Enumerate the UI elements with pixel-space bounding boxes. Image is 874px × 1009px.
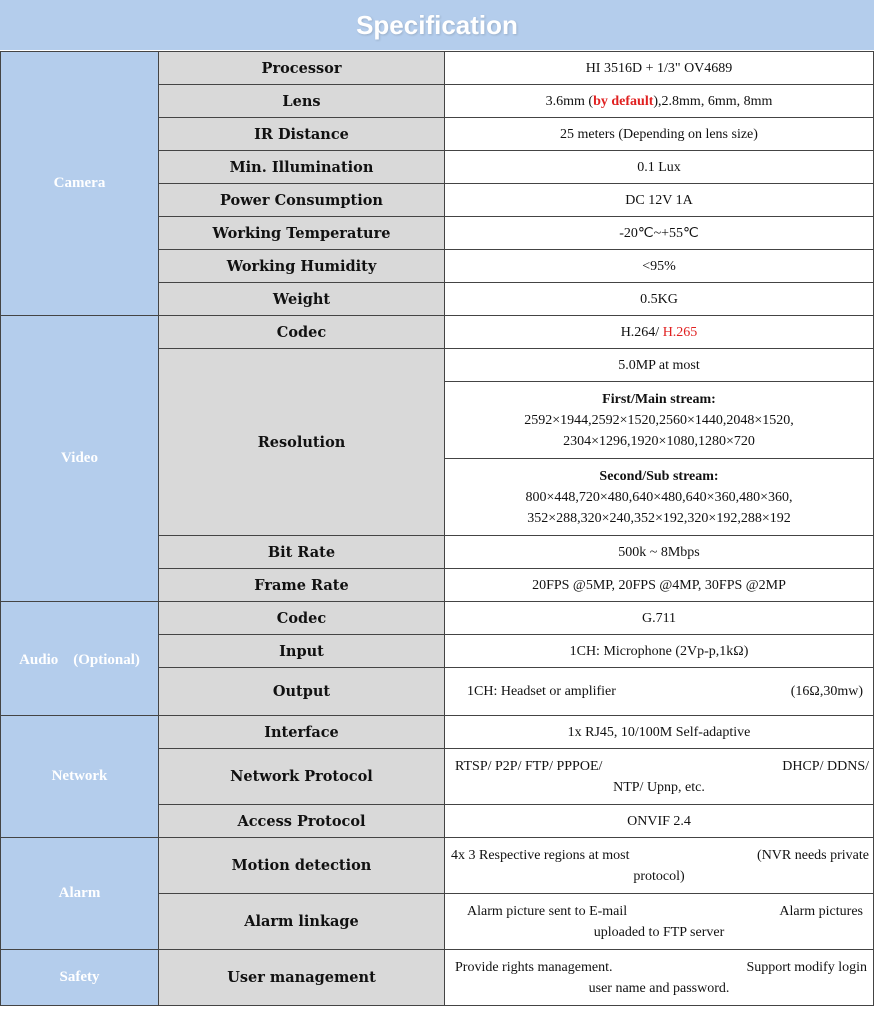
value-line: uploaded to FTP server [593,924,725,940]
table-row [1,602,874,635]
param-value: 1CH: Microphone (2Vp-p,1kΩ) [445,635,874,668]
main-stream-title: First/Main stream: [602,391,716,407]
param-value: 5.0MP at most [445,349,874,382]
value-line [449,901,869,922]
specification-table [0,51,874,1006]
param-value: 25 meters (Depending on lens size) [445,118,874,151]
param-label: Resolution [159,349,445,536]
param-label: Bit Rate [159,536,445,569]
param-label: Working Temperature [159,217,445,250]
value-line [449,681,869,702]
value-text: H.264/ [620,324,663,340]
value-line: NTP/ Upnp, etc. [613,779,705,795]
param-value [445,382,874,459]
param-value: 0.5KG [445,283,874,316]
value-line: user name and password. [588,980,730,996]
param-value [445,749,874,805]
table-row [1,838,874,894]
table-row [1,716,874,749]
param-value [445,668,874,716]
param-label: Codec [159,316,445,349]
category-safety: Safety [1,950,159,1006]
table-row [1,950,874,1006]
param-label: Frame Rate [159,569,445,602]
param-value [445,459,874,536]
param-label: Access Protocol [159,805,445,838]
param-value: 1x RJ45, 10/100M Self-adaptive [445,716,874,749]
param-label: Weight [159,283,445,316]
value-text: (NVR needs private [757,847,869,863]
param-value: 500k ~ 8Mbps [445,536,874,569]
value-text: Alarm pictures [779,903,863,919]
param-label: User management [159,950,445,1006]
param-value [445,838,874,894]
category-camera: Camera [1,52,159,316]
param-label: IR Distance [159,118,445,151]
sub-stream-line: 352×288,320×240,352×192,320×192,288×192 [527,510,791,526]
table-row [1,52,874,85]
param-label: Input [159,635,445,668]
param-value: 0.1 Lux [445,151,874,184]
param-value: <95% [445,250,874,283]
param-label: Interface [159,716,445,749]
value-text: 1CH: Headset or amplifier [467,684,616,699]
category-audio: Audio (Optional) [1,602,159,716]
param-label: Power Consumption [159,184,445,217]
value-text: RTSP/ P2P/ FTP/ PPPOE/ [455,758,603,774]
param-label: Codec [159,602,445,635]
value-line [449,957,869,978]
value-text: Alarm picture sent to E-mail [467,903,628,919]
category-network: Network [1,716,159,838]
value-text: Support modify login [746,959,867,975]
param-label: Alarm linkage [159,894,445,950]
default-highlight: by default [593,93,654,109]
param-value: -20℃~+55℃ [445,217,874,250]
value-line: protocol) [633,868,685,884]
param-value [445,316,874,349]
codec-highlight: H.265 [662,324,698,340]
page-title: Specification [0,0,874,50]
main-stream-line: 2304×1296,1920×1080,1280×720 [563,433,755,449]
param-value [445,894,874,950]
param-label: Working Humidity [159,250,445,283]
value-line [449,845,869,866]
param-value [445,85,874,118]
param-label: Motion detection [159,838,445,894]
value-text: ),2.8mm, 6mm, 8mm [653,93,773,109]
value-text: 3.6mm ( [545,93,594,109]
param-label: Processor [159,52,445,85]
sub-stream-title: Second/Sub stream: [599,468,719,484]
param-label: Output [159,668,445,716]
param-value: ONVIF 2.4 [445,805,874,838]
param-label: Network Protocol [159,749,445,805]
value-text: 4x 3 Respective regions at most [451,847,630,863]
value-text: Provide rights management. [455,959,613,975]
param-value: HI 3516D + 1/3" OV4689 [445,52,874,85]
param-value: G.711 [445,602,874,635]
table-row [1,316,874,349]
value-text: (16Ω,30mw) [790,684,863,699]
value-text: DHCP/ DDNS/ [782,758,869,774]
param-value: DC 12V 1A [445,184,874,217]
param-label: Min. Illumination [159,151,445,184]
value-line [449,756,869,777]
main-stream-line: 2592×1944,2592×1520,2560×1440,2048×1520, [524,412,794,428]
category-video: Video [1,316,159,602]
param-label: Lens [159,85,445,118]
param-value: 20FPS @5MP, 20FPS @4MP, 30FPS @2MP [445,569,874,602]
category-alarm: Alarm [1,838,159,950]
param-value [445,950,874,1006]
sub-stream-line: 800×448,720×480,640×480,640×360,480×360, [525,489,793,505]
